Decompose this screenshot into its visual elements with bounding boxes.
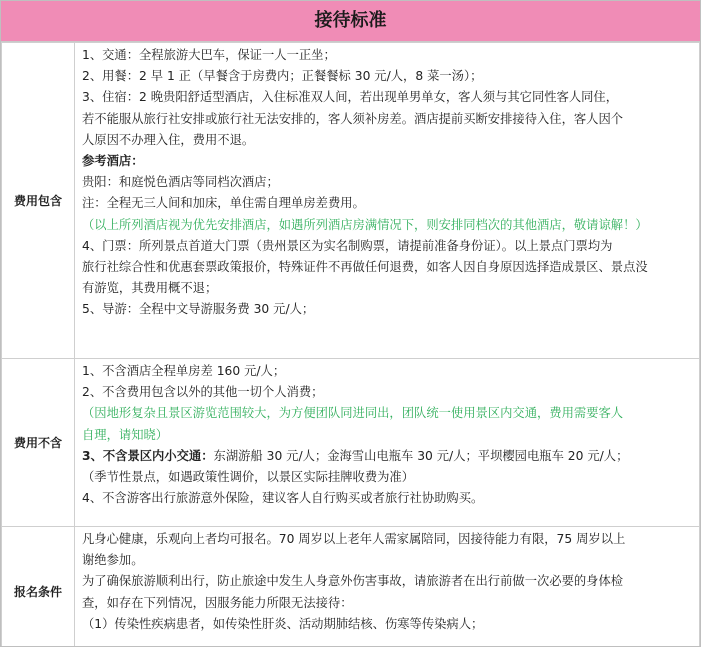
conditions-line-1: 凡身心健康，乐观向上者均可报名。70 周岁以上老年人需家属陪同，因接待能力有限，75 周岁以上: [82, 532, 626, 546]
section-row-conditions: [2, 527, 700, 647]
included-line-4: 若不能服从旅行社安排或旅行社无法安排的，客人须补房差。酒店提前买断安排接待入住，客人因个: [82, 111, 624, 126]
included-line-2: 2、用餐：2 早 1 正（早餐含于房费内；正餐餐标 30 元/人，8 菜一汤）；: [82, 69, 483, 84]
section-label-excluded: 费用不含: [2, 359, 75, 527]
reference-hotel-heading: 参考酒店：: [82, 154, 144, 169]
section-content-conditions: [75, 527, 700, 647]
standards-table: [1, 42, 700, 647]
included-line-11: 旅行社综合性和优惠套票政策报价，特殊证件不再做任何退费，如客人因自身原因选择造成景区、景点没: [82, 260, 648, 275]
excluded-line-6: （季节性景点，如遇政策性调价，以景区实际挂牌收费为准）: [82, 470, 415, 485]
section-label-included: 费用包含: [2, 43, 75, 359]
section-row-excluded: [2, 359, 700, 527]
included-line-12: 有游览，其费用概不退；: [82, 281, 218, 296]
conditions-line-4: 查，如存在下列情况，因服务能力所限无法接待：: [82, 595, 353, 610]
excluded-line-2: 2、不含费用包含以外的其他一切个人消费；: [82, 385, 324, 400]
section-row-included: [2, 43, 700, 359]
conditions-line-5: （1）传染性疾病患者，如传染性肝炎、活动期肺结核、伤寒等传染病人；: [82, 616, 484, 631]
included-line-10: 4、门票：所列景点首道大门票（贵州景区为实名制购票，请提前准备身份证）。以上景点门票均为: [82, 238, 613, 253]
small-transport-label: 3、不含景区内小交通：: [82, 448, 214, 463]
transport-note-1: （因地形复杂且景区游览范围较大，为方便团队同进同出，团队统一使用景区内交通，费用需要客人: [82, 406, 624, 421]
page-title: 接待标准: [1, 1, 700, 42]
included-line-8: 注：全程无三人间和加床，单住需自理单房差费用。: [82, 196, 365, 211]
section-content-excluded: [75, 359, 700, 527]
conditions-line-2: 谢绝参加。: [82, 553, 144, 568]
excluded-line-7: 4、不含游客出行旅游意外保险，建议客人自行购买或者旅行社协助购买。: [82, 491, 484, 506]
small-transport-prices: 东湖游船 30 元/人；金海雪山电瓶车 30 元/人；平坝樱园电瓶车 20 元/人；: [213, 448, 629, 463]
included-line-7: 贵阳：和庭悦色酒店等同档次酒店；: [82, 175, 279, 190]
section-label-conditions: 报名条件: [2, 527, 75, 647]
included-line-13: 5、导游：全程中文导游服务费 30 元/人；: [82, 302, 315, 317]
excluded-line-1: 1、不含酒店全程单房差 160 元/人；: [82, 364, 286, 378]
transport-note-2: 自理，请知晓）: [82, 427, 169, 442]
section-content-included: [75, 43, 700, 359]
included-line-3: 3、住宿：2 晚贵阳舒适型酒店，入住标准双人间，若出现单男单女，客人须与其它同性客人同住，: [82, 90, 619, 105]
excluded-line-5: [82, 446, 693, 467]
included-line-5: 人原因不办理入住，费用不退。: [82, 132, 255, 147]
included-line-1: 1、交通：全程旅游大巴车，保证一人一正坐；: [82, 48, 336, 62]
hotel-note: （以上所列酒店视为优先安排酒店，如遇所列酒店房满情况下，则安排同档次的其他酒店，敬请谅解！）: [82, 217, 648, 232]
conditions-line-3: 为了确保旅游顺利出行，防止旅途中发生人身意外伤害事故，请旅游者在出行前做一次必要的身体检: [82, 574, 624, 589]
